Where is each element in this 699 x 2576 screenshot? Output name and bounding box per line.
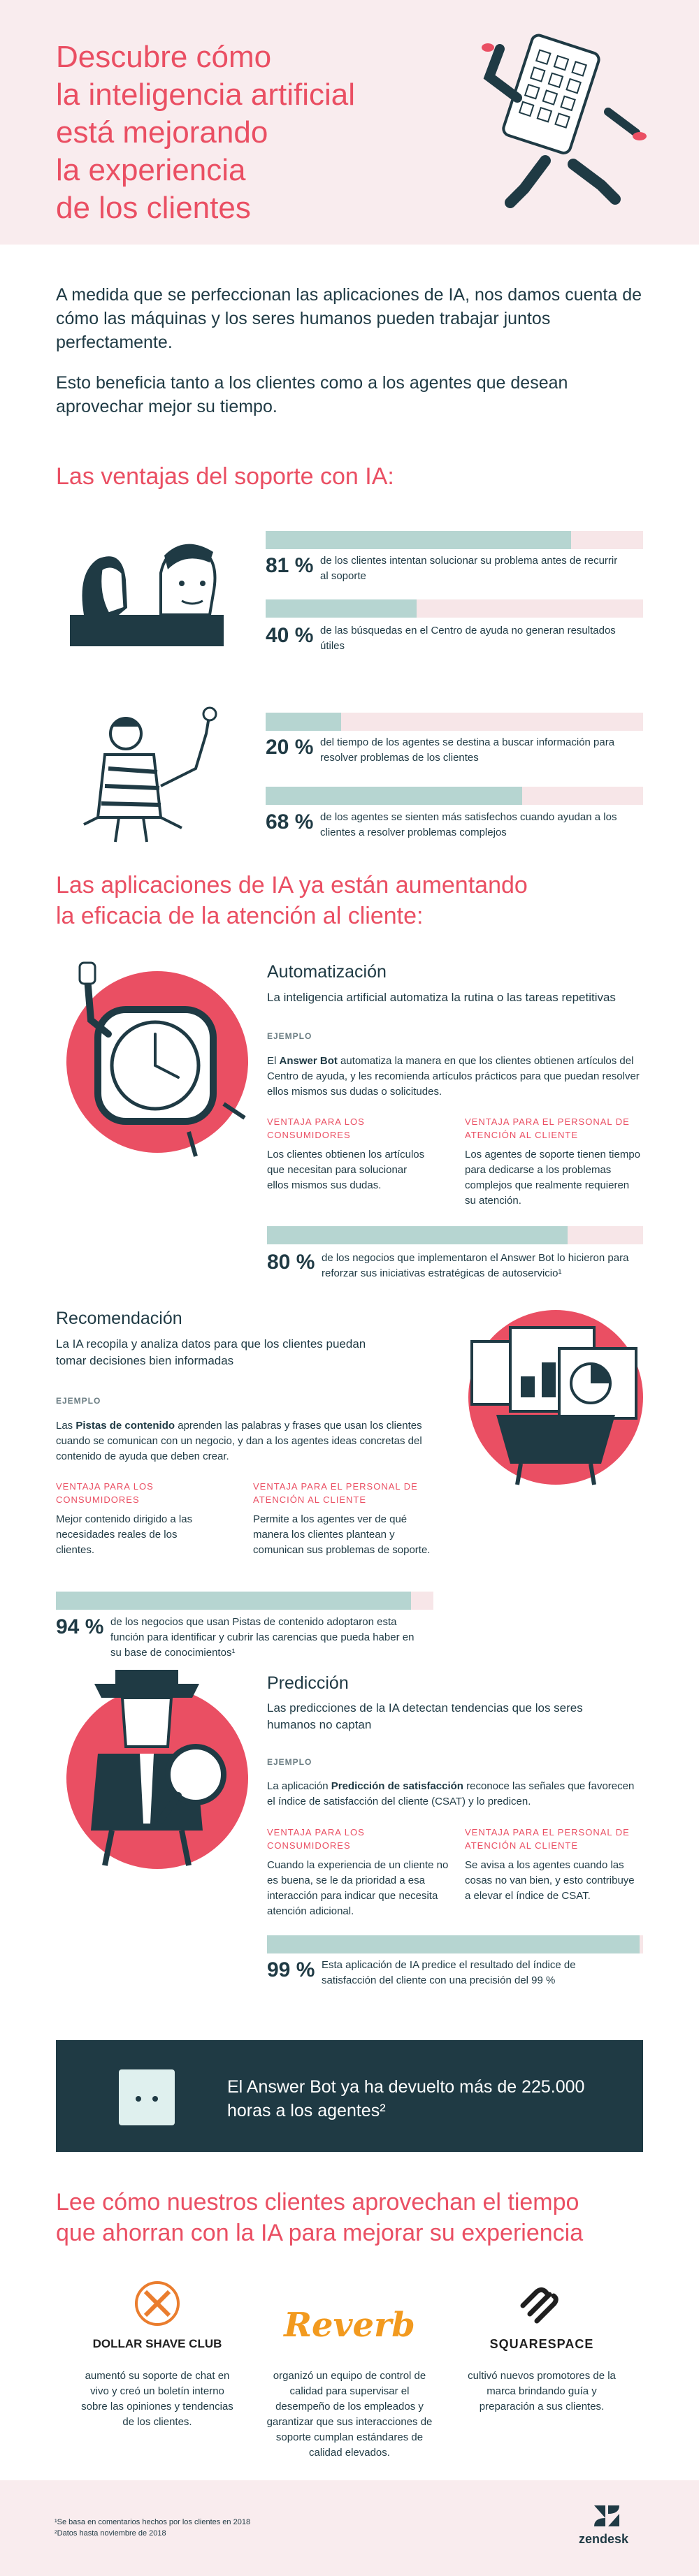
stat-percent: 99 % bbox=[267, 1958, 315, 1981]
clientes-heading-line-1: Lee cómo nuestros clientes aprovechan el tiempo bbox=[56, 2189, 579, 2215]
footnote-2: ²Datos hasta noviembre de 2018 bbox=[55, 2529, 166, 2538]
clock-illustration bbox=[56, 957, 259, 1160]
aplicaciones-heading bbox=[56, 870, 528, 931]
prediccion-consumer: Cuando la experiencia de un cliente no es buena, se le da prioridad a esa interacción para indicar que necesita atención adicional. bbox=[267, 1859, 449, 1917]
zendesk-logo: zendesk bbox=[579, 2532, 629, 2546]
aplicaciones-heading-line-2: la eficacia de la atención al cliente: bbox=[56, 903, 424, 929]
stat-bar-99 bbox=[267, 1935, 643, 1953]
stat-bar-94 bbox=[56, 1592, 433, 1610]
squarespace-icon bbox=[516, 2285, 565, 2327]
automatizacion-desc: La inteligencia artificial automatiza la rutina o las tareas repetitivas bbox=[267, 991, 616, 1004]
title-line-3: está mejorando bbox=[56, 115, 268, 150]
aplicaciones-heading-line-1: Las aplicaciones de IA ya están aumentando bbox=[56, 872, 528, 898]
stat-bar-80 bbox=[267, 1226, 643, 1244]
clientes-heading-line-2: que ahorran con la IA para mejorar su experiencia bbox=[56, 2220, 584, 2246]
stat-bar-81 bbox=[266, 531, 643, 549]
title-line-2: la inteligencia artificial bbox=[56, 78, 355, 112]
detective-illustration bbox=[56, 1670, 259, 1879]
squarespace-logo: SQUARESPACE bbox=[489, 2337, 594, 2351]
stat-bar-68 bbox=[266, 787, 643, 805]
two-faces-illustration bbox=[70, 531, 224, 650]
stat-bar-fill bbox=[267, 1226, 568, 1244]
stat-percent: 80 % bbox=[267, 1251, 315, 1274]
recomendacion-desc: La IA recopila y analiza datos para que los clientes puedan tomar decisiones bien informadas bbox=[56, 1337, 366, 1367]
worried-agent-illustration bbox=[77, 706, 231, 845]
stat-text: de los negocios que usan Pistas de contenido adoptaron esta función para identificar y cubrir las carencias que pueda haber en su base de conocimientos¹ bbox=[110, 1616, 415, 1659]
consumer-label: VENTAJA PARA LOS CONSUMIDORES bbox=[56, 1481, 154, 1505]
stat-bar-fill bbox=[267, 1935, 640, 1953]
prediccion-example: La aplicación Predicción de satisfacción reconoce las señales que favorecen el índice de satisfacción del cliente (CSAT) y lo predicen. bbox=[267, 1780, 635, 1807]
zendesk-icon bbox=[593, 2504, 621, 2528]
prediccion-agent: Se avisa a los agentes cuando las cosas no van bien, y esto contribuye a elevar el índice de CSAT. bbox=[465, 1859, 635, 1902]
automatizacion-example: El Answer Bot automatiza la manera en que los clientes obtienen artículos del Centro de ayuda, y les recomienda artículos prácticos para que puedan resolver ellos mismos sus dudas o solicitudes. bbox=[267, 1055, 640, 1098]
reverb-text: organizó un equipo de control de calidad para supervisar el desempeño de los empleados y garantizar que sus interacciones de soporte cumplan estándares de calidad elevados. bbox=[266, 2370, 433, 2459]
banner-text: El Answer Bot ya ha devuelto más de 225.000 horas a los agentes² bbox=[227, 2077, 585, 2120]
prediccion-desc: Las predicciones de la IA detectan tendencias que los seres humanos no captan bbox=[267, 1701, 583, 1731]
stat-bar-fill bbox=[266, 787, 522, 805]
answer-bot-banner bbox=[56, 2040, 643, 2152]
ventajas-heading: Las ventajas del soporte con IA: bbox=[56, 463, 394, 490]
intro-paragraph-1: A medida que se perfeccionan las aplicaciones de IA, nos damos cuenta de cómo las máquinas y los seres humanos pueden trabajar juntos perfectamente. bbox=[56, 285, 642, 352]
walking-phone-illustration bbox=[461, 28, 664, 217]
stat-bar-40 bbox=[266, 599, 643, 618]
ejemplo-label: EJEMPLO bbox=[267, 1031, 312, 1041]
consumer-label: VENTAJA PARA LOS CONSUMIDORES bbox=[267, 1116, 365, 1140]
stat-percent: 20 % bbox=[266, 736, 314, 759]
stat-bar-20 bbox=[266, 713, 643, 731]
agent-label: VENTAJA PARA EL PERSONAL DE ATENCIÓN AL CLIENTE bbox=[253, 1481, 418, 1505]
footnotes bbox=[55, 2517, 250, 2539]
stat-percent: 81 % bbox=[266, 554, 314, 577]
stat-text: Esta aplicación de IA predice el resultado del índice de satisfacción del cliente con una precisión del 99 % bbox=[322, 1959, 576, 1986]
stat-text: de las búsquedas en el Centro de ayuda no generan resultados útiles bbox=[320, 625, 616, 652]
automatizacion-consumer: Los clientes obtienen los artículos que necesitan para solucionar ellos mismos sus dudas. bbox=[267, 1149, 425, 1191]
stat-bar-fill bbox=[266, 599, 417, 618]
footnote-1: ¹Se basa en comentarios hechos por los clientes en 2018 bbox=[55, 2518, 251, 2526]
squarespace-text: cultivó nuevos promotores de la marca brindando guía y preparación a sus clientes. bbox=[468, 2370, 616, 2413]
agent-label: VENTAJA PARA EL PERSONAL DE ATENCIÓN AL CLIENTE bbox=[465, 1116, 630, 1140]
ejemplo-label: EJEMPLO bbox=[56, 1396, 101, 1406]
title-line-5: de los clientes bbox=[56, 191, 251, 225]
documents-illustration bbox=[454, 1300, 657, 1495]
stat-percent: 94 % bbox=[56, 1615, 104, 1638]
stat-percent: 68 % bbox=[266, 810, 314, 834]
intro bbox=[56, 283, 643, 419]
footer bbox=[0, 2480, 699, 2576]
automatizacion-title: Automatización bbox=[267, 962, 387, 982]
stat-text: de los agentes se sienten más satisfechos cuando ayudan a los clientes a resolver problemas complejos bbox=[320, 811, 617, 838]
title-line-4: la experiencia bbox=[56, 153, 246, 187]
page-title bbox=[56, 38, 447, 227]
answer-bot-icon bbox=[119, 2069, 175, 2125]
stat-text: de los clientes intentan solucionar su problema antes de recurrir al soporte bbox=[320, 555, 618, 582]
stat-bar-fill bbox=[56, 1592, 411, 1610]
ejemplo-label: EJEMPLO bbox=[267, 1757, 312, 1767]
clientes-heading bbox=[56, 2187, 583, 2248]
reverb-logo: Reverb bbox=[284, 2306, 415, 2345]
consumer-label: VENTAJA PARA LOS CONSUMIDORES bbox=[267, 1827, 365, 1851]
prediccion-title: Predicción bbox=[267, 1673, 349, 1693]
recomendacion-title: Recomendación bbox=[56, 1309, 182, 1328]
stat-text: de los negocios que implementaron el Answer Bot lo hicieron para reforzar sus iniciativas estratégicas de autoservicio¹ bbox=[322, 1252, 629, 1279]
stat-bar-fill bbox=[266, 531, 571, 549]
automatizacion-agent: Los agentes de soporte tienen tiempo para dedicarse a los problemas complejos que realmente requieren su atención. bbox=[465, 1149, 641, 1207]
title-line-1: Descubre cómo bbox=[56, 40, 272, 74]
recomendacion-consumer: Mejor contenido dirigido a las necesidades reales de los clientes. bbox=[56, 1513, 193, 1556]
recomendacion-agent: Permite a los agentes ver de qué manera los clientes plantean y comunican sus problemas de soporte. bbox=[253, 1513, 431, 1556]
agent-label: VENTAJA PARA EL PERSONAL DE ATENCIÓN AL CLIENTE bbox=[465, 1827, 630, 1851]
recomendacion-example: Las Pistas de contenido aprenden las palabras y frases que usan los clientes cuando se comunican con un negocio, y dan a los agentes ideas concretas del contenido de ayuda que deben crear. bbox=[56, 1420, 422, 1462]
intro-paragraph-2: Esto beneficia tanto a los clientes como a los agentes que desean aprovechar mejor su tiempo. bbox=[56, 373, 568, 416]
stat-bar-fill bbox=[266, 713, 341, 731]
dollar-shave-club-text: aumentó su soporte de chat en vivo y creó un boletín interno sobre las opiniones y tendencias de los clientes. bbox=[81, 2370, 233, 2428]
stat-percent: 40 % bbox=[266, 624, 314, 647]
dollar-shave-club-logo: DOLLAR SHAVE CLUB bbox=[92, 2337, 222, 2350]
stat-text: del tiempo de los agentes se destina a buscar información para resolver problemas de los clientes bbox=[320, 736, 615, 764]
dollar-shave-club-icon bbox=[133, 2279, 182, 2328]
